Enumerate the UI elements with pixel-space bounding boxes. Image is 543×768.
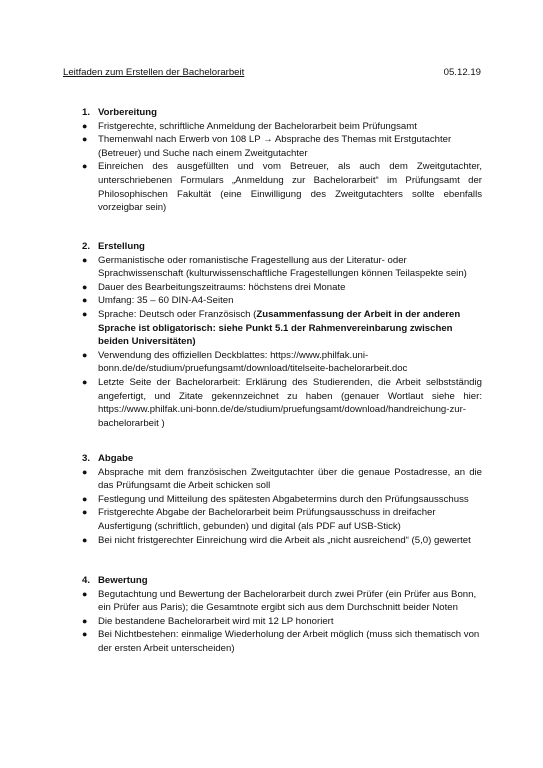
list-item: ● Verwendung des offiziellen Deckblattes: https://www.philfak.uni-bonn.de/de/studium/pruefungsamt/download/titelseite-bachelorarbeit.doc (82, 349, 408, 375)
list-item: ● Einreichen des ausgefüllten und vom Betreuer, als auch dem Zweitgutachter, unterschriebenen Formulars „Anmeldung zur Bachelorarbeit“ im Prüfungsamt der Philosophischen Fakultät (eine Einwilligung des Zweitgutachters sollte ebenfalls vorzeigbar sein) (82, 161, 482, 214)
list-item: ● Bei nicht fristgerechter Einreichung wird die Arbeit als „nicht ausreichend“ (5,0) gewertet (82, 534, 471, 546)
list-item: ● Festlegung und Mitteilung des spätesten Abgabetermins durch den Prüfungsausschuss (82, 493, 469, 505)
list-item: ● Germanistische oder romanistische Fragestellung aus der Literatur- oder Sprachwissenschaft (kulturwissenschaftliche Fragestellungen können Teilaspekte sein) (82, 254, 467, 280)
bullet-icon: ● (82, 588, 88, 599)
bullet-icon: ● (82, 254, 88, 265)
list-item: ● Fristgerechte Abgabe der Bachelorarbeit beim Prüfungsausschuss in dreifacher Ausfertigung (schriftlich, gebunden) und digital (als PDF auf USB-Stick) (82, 507, 436, 532)
bullet-icon: ● (82, 349, 88, 360)
bullet-list (82, 120, 482, 215)
list-item: ● Sprache: Deutsch oder Französisch (Zusammenfassung der Arbeit in der anderen Sprache ist obligatorisch: siehe Punkt 5.1 der Rahmenvereinbarung zwischen beiden Universitäten) (82, 308, 461, 348)
bullet-icon: ● (82, 134, 88, 145)
bullet-icon: ● (82, 281, 88, 292)
section-heading (82, 574, 482, 588)
bullet-icon: ● (82, 161, 88, 172)
link[interactable]: https://www.philfak.uni-bonn.de/de/studium/pruefungsamt/download/handreichung-zur-bachelorarbeit ) (98, 404, 466, 429)
list-item: ● Themenwahl nach Erwerb von 108 LP → Absprache des Themas mit Erstgutachter (Betreuer) und Suche nach einem Zweitgutachter (82, 134, 452, 159)
section-abgabe (82, 452, 482, 547)
list-item: ● Dauer des Bearbeitungszeitraums: höchstens drei Monate (82, 281, 346, 293)
document-date: 05.12.19 (443, 67, 481, 78)
bullet-list (82, 254, 482, 431)
bullet-list (82, 466, 482, 548)
document-title: Leitfaden zum Erstellen der Bachelorarbeit (63, 67, 245, 78)
section-heading (82, 452, 482, 466)
section-title: Erstellung (98, 241, 145, 252)
section-erstellung (82, 240, 482, 430)
bullet-icon: ● (82, 507, 88, 518)
section-heading (82, 106, 482, 120)
section-number: 2. (82, 241, 91, 252)
bullet-icon: ● (82, 120, 88, 131)
bullet-list (82, 588, 482, 656)
section-number: 4. (82, 575, 91, 586)
list-item: ● Fristgerechte, schriftliche Anmeldung der Bachelorarbeit beim Prüfungsamt (82, 120, 417, 132)
bullet-icon: ● (82, 466, 88, 477)
list-item: ● Begutachtung und Bewertung der Bachelorarbeit durch zwei Prüfer (ein Prüfer aus Bonn, ein Prüfer aus Paris); die Gesamtnote ergibt sich aus dem Durchschnitt beider Noten (82, 588, 477, 614)
list-item: ● Letzte Seite der Bachelorarbeit: Erklärung des Studierenden, die Arbeit selbstständig angefertigt, und Zitate gekennzeichnet zu haben (genauer Wortlaut siehe hier: https://www.philfak.uni-bonn.de/de/studium/pruefungsamt/download/handreichung-zur-bachelorarbeit ) (82, 376, 482, 429)
section-number: 1. (82, 107, 91, 118)
list-item: ● Bei Nichtbestehen: einmalige Wiederholung der Arbeit möglich (muss sich thematisch von der ersten Arbeit unterscheiden) (82, 629, 480, 654)
link[interactable]: https://www.philfak.uni-bonn.de/de/studium/pruefungsamt/download/titelseite-bachelorarbeit.doc (98, 349, 408, 375)
list-item: ● Umfang: 35 – 60 DIN-A4-Seiten (82, 295, 234, 307)
section-title: Bewertung (98, 575, 148, 586)
bullet-icon: ● (82, 493, 88, 504)
bullet-icon: ● (82, 376, 88, 387)
bullet-icon: ● (82, 295, 88, 306)
section-title: Vorbereitung (98, 107, 157, 118)
section-bewertung (82, 574, 482, 656)
bullet-icon: ● (82, 308, 88, 319)
list-item: ● Absprache mit dem französischen Zweitgutachter über die genaue Postadresse, an die das Prüfungsamt die Arbeit schicken soll (82, 466, 482, 492)
section-heading (82, 240, 482, 254)
section-vorbereitung (82, 106, 482, 215)
bullet-icon: ● (82, 534, 88, 545)
section-title: Abgabe (98, 453, 134, 464)
arrow-right-icon: → (263, 134, 273, 146)
bullet-icon: ● (82, 615, 88, 626)
section-number: 3. (82, 453, 91, 464)
list-item: ● Die bestandene Bachelorarbeit wird mit 12 LP honoriert (82, 615, 334, 627)
bullet-icon: ● (82, 629, 88, 640)
document-header (63, 66, 481, 80)
